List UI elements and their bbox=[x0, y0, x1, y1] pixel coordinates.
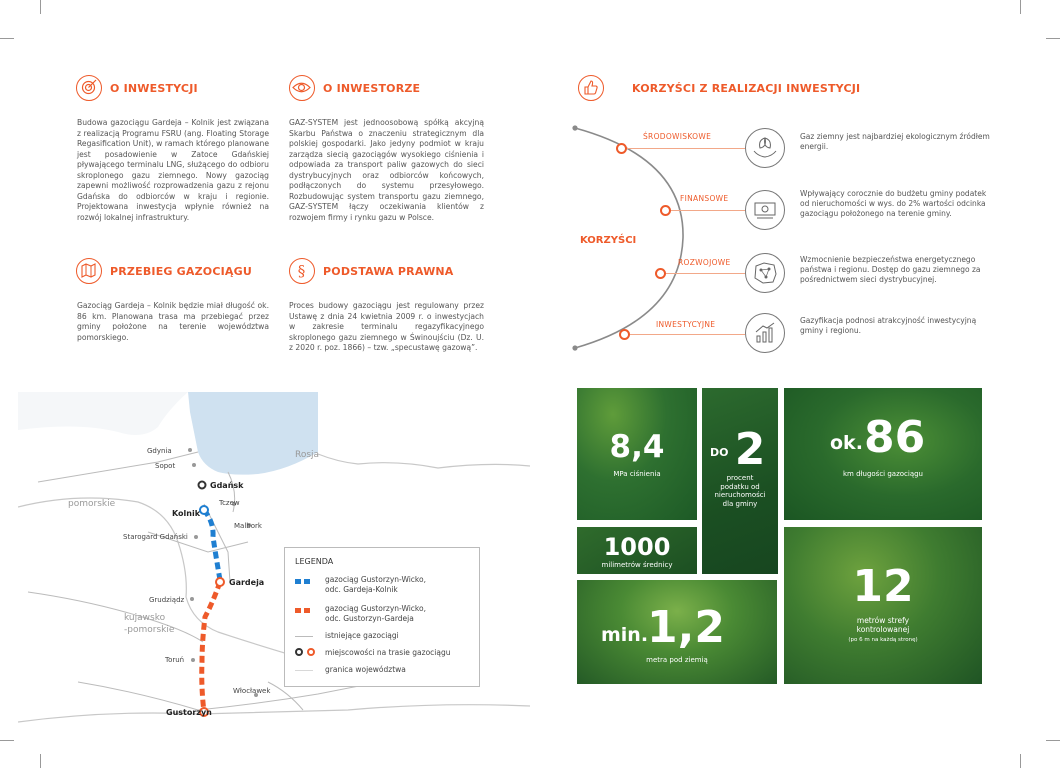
stat-label: MPa ciśnienia bbox=[613, 470, 661, 478]
benefit-category: INWESTYCYJNE bbox=[656, 320, 716, 329]
benefit-description: Gazyfikacja podnosi atrakcyjność inwestycyjną gminy i regionu. bbox=[800, 316, 977, 335]
eye-icon bbox=[289, 75, 315, 101]
benefit-category: FINANSOWE bbox=[680, 194, 729, 203]
stat-tile-zone bbox=[784, 527, 982, 684]
right-page-title: KORZYŚCI Z REALIZACJI INWESTYCJI bbox=[632, 82, 861, 95]
benefit-connector bbox=[630, 334, 745, 335]
crop-mark bbox=[0, 38, 14, 39]
benefit-node bbox=[660, 205, 671, 216]
money-icon bbox=[745, 190, 785, 230]
benefit-connector bbox=[671, 210, 745, 211]
map-region-rosja: Rosja bbox=[295, 450, 320, 460]
map-city-gustorzyn: Gustorzyn bbox=[166, 708, 212, 717]
crop-mark bbox=[40, 0, 41, 14]
legend-orange-label: gazociąg Gustorzyn-Wicko, odc. Gustorzyn-Gardeja bbox=[325, 604, 426, 623]
paragraph-sign-icon bbox=[289, 258, 315, 284]
benefit-description: Wpływający corocznie do budżetu gminy podatek od nieruchomości w wys. do 2% wartości odcinka gazociągu położonego na terenie gminy. bbox=[800, 189, 987, 218]
stat-tile-depth bbox=[577, 580, 777, 684]
legend-border-symbol bbox=[295, 670, 313, 671]
stat-value: 1000 bbox=[603, 533, 671, 561]
legend-blue-label: gazociąg Gustorzyn-Wicko, odc. Gardeja-Kolnik bbox=[325, 575, 426, 594]
section-title-podstawa: PODSTAWA PRAWNA bbox=[323, 265, 454, 278]
crop-mark bbox=[40, 754, 41, 768]
legend-place-orange-symbol bbox=[307, 648, 315, 656]
map-town-sopot: Sopot bbox=[155, 462, 176, 470]
hands-leaf-icon bbox=[745, 128, 785, 168]
stat-label: metrów strefy kontrolowanej bbox=[856, 616, 910, 634]
stat-label: milimetrów średnicy bbox=[601, 561, 673, 569]
crop-mark bbox=[1046, 740, 1060, 741]
stat-tile-pressure bbox=[577, 388, 697, 520]
poland-network-icon bbox=[745, 253, 785, 293]
map-route-icon bbox=[76, 258, 102, 284]
legend-border-label: granica województwa bbox=[325, 665, 406, 674]
stat-prefix: min. bbox=[601, 624, 649, 646]
map-town-grudziadz: Grudziądz bbox=[149, 596, 185, 604]
stat-tile-diameter bbox=[577, 527, 697, 574]
map-town-malbork: Malbork bbox=[234, 522, 262, 530]
map-town-wloclawek: Włocławek bbox=[233, 687, 271, 695]
map-town-torun: Toruń bbox=[165, 656, 185, 664]
map-city-gdansk: Gdańsk bbox=[210, 481, 244, 490]
map-region-pomorskie: pomorskie bbox=[68, 499, 116, 509]
benefit-description: Wzmocnienie bezpieczeństwa energetycznego państwa i regionu. Dostęp do gazu ziemnego za pośrednictwem sieci dystrybucyjnej. bbox=[800, 255, 981, 284]
stat-label: metra pod ziemią bbox=[646, 656, 708, 664]
map-city-gardeja: Gardeja bbox=[229, 578, 265, 587]
svg-text:§: § bbox=[297, 262, 306, 280]
stat-value: 1,2 bbox=[647, 602, 725, 653]
map-town-gdynia: Gdynia bbox=[147, 447, 172, 455]
stat-value: 2 bbox=[734, 424, 766, 475]
benefit-category: ROZWOJOWE bbox=[678, 258, 731, 267]
section-title-o-inwestorze: O INWESTORZE bbox=[323, 82, 421, 95]
section-text-o-inwestorze: GAZ-SYSTEM jest jednoosobową spółką akcyjną Skarbu Państwa o znaczeniu strategicznym dla polskiej gospodarki. Jako jedyny podmiot w kraju zarządza siecią gazociągów wysokiego ciśnienia i odpowiada za transport paliw gazowych do sieci dystrybucyjnych oraz odbiorców końcowych, podłączonych do systemu przesyłowego. Rozbudowując system transportu gazu ziemnego, GAZ-SYSTEM łączy oczekiwania klientów z rozwojem firmy i rynku gazu w Polsce. bbox=[289, 118, 484, 222]
target-icon bbox=[76, 75, 102, 101]
stat-value: 86 bbox=[864, 412, 926, 463]
benefit-node bbox=[616, 143, 627, 154]
legend-title: LEGENDA bbox=[295, 557, 334, 566]
stat-label: km długości gazociągu bbox=[842, 470, 923, 478]
map-town-starogard: Starogard Gdański bbox=[123, 533, 188, 541]
crop-mark bbox=[0, 740, 14, 741]
legend-place-black-symbol bbox=[295, 648, 303, 656]
legend-places-label: miejscowości na trasie gazociągu bbox=[325, 648, 451, 657]
stat-note: (po 6 m na każdą stronę) bbox=[848, 637, 918, 643]
section-text-podstawa: Proces budowy gazociągu jest regulowany przez Ustawę z dnia 24 kwietnia 2009 r. o inwestycjach w zakresie terminalu regazyfikacyjnego skroplonego gazu ziemnego w Świnoujściu (Dz. U. z 2020 r. poz. 1866) – tzw. „specustawę gazową”. bbox=[289, 301, 484, 352]
benefit-node bbox=[655, 268, 666, 279]
section-text-o-inwestycji: Budowa gazociągu Gardeja – Kolnik jest związana z realizacją Programu FSRU (ang. Floating Storage Regasification Unit), w ramach którego planowane jest posadowienie w Zatoce Gdańskiej pływającego terminalu LNG, służącego do odbioru skroplonego gazu ziemnego. Nowy gazociąg zapewni możliwość rozprowadzenia gazu z rejonu Gdańska do odbiorców w kraju i regionie. Projektowana inwestycja wpłynie również na rozwój lokalnej infrastruktury. bbox=[77, 118, 269, 222]
section-title-o-inwestycji: O INWESTYCJI bbox=[110, 82, 198, 95]
map-town-tczew: Tczew bbox=[219, 499, 240, 507]
benefit-category: ŚRODOWISKOWE bbox=[643, 132, 712, 141]
map-region-kujawsko: kujawsko bbox=[124, 613, 166, 623]
map-region-pomorskie-2: -pomorskie bbox=[124, 625, 175, 635]
legend-blue-symbol bbox=[295, 579, 311, 584]
section-text-przebieg: Gazociąg Gardeja – Kolnik będzie miał długość ok. 86 km. Planowana trasa ma przebiegać przez gminy położone na terenie województwa pomorskiego. bbox=[77, 301, 269, 342]
benefit-node bbox=[619, 329, 630, 340]
stat-prefix: ok. bbox=[830, 432, 863, 454]
benefit-description: Gaz ziemny jest najbardziej ekologicznym źródłem energii. bbox=[800, 132, 990, 151]
crop-mark bbox=[1020, 0, 1021, 14]
benefits-center-label: KORZYŚCI bbox=[580, 235, 637, 246]
stat-value: 12 bbox=[852, 561, 914, 612]
map-city-kolnik: Kolnik bbox=[172, 509, 201, 518]
legend-existing-symbol bbox=[295, 636, 313, 637]
crop-mark bbox=[1046, 38, 1060, 39]
stat-tile-length bbox=[784, 388, 982, 520]
thumbs-up-icon bbox=[578, 75, 604, 101]
legend-existing-label: istniejące gazociągi bbox=[325, 631, 399, 640]
stat-prefix: DO bbox=[710, 446, 729, 459]
stat-label: procent podatku od nieruchomości dla gminy bbox=[714, 474, 766, 508]
map-legend bbox=[284, 547, 480, 687]
legend-orange-symbol bbox=[295, 608, 311, 613]
stat-value: 8,4 bbox=[609, 429, 665, 465]
crop-mark bbox=[1020, 754, 1021, 768]
benefit-connector bbox=[666, 273, 745, 274]
growth-chart-icon bbox=[745, 313, 785, 353]
stat-tile-tax bbox=[702, 388, 778, 574]
benefit-connector bbox=[627, 148, 745, 149]
section-title-przebieg: PRZEBIEG GAZOCIĄGU bbox=[110, 265, 252, 278]
